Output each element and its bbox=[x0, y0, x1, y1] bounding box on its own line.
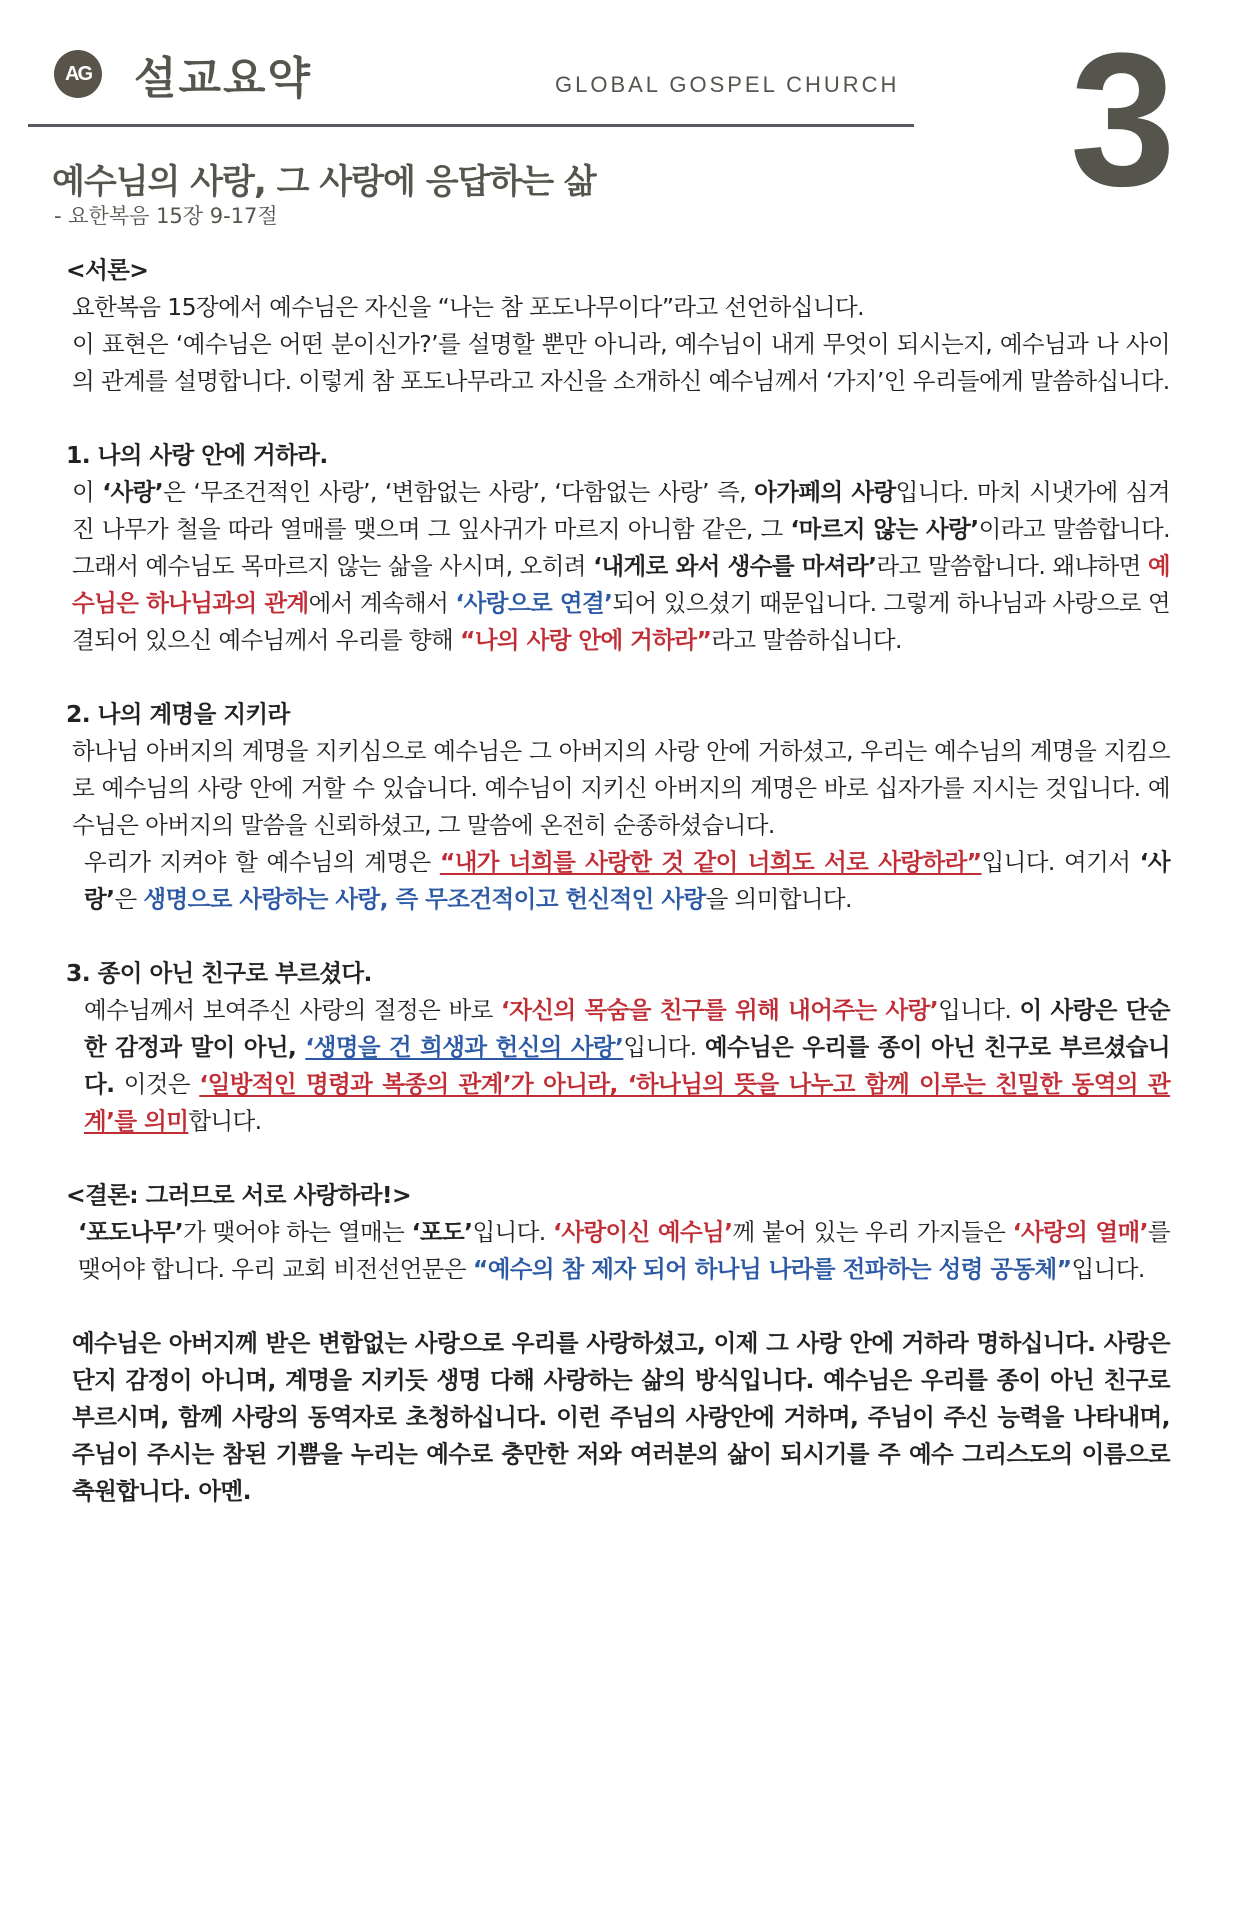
red-underlined-highlight: “내가 너희를 사랑한 것 같이 너희도 서로 사랑하라” bbox=[439, 848, 982, 876]
section-2-paragraph-1: 하나님 아버지의 계명을 지키심으로 예수님은 그 아버지의 사랑 안에 거하셨고, 우리는 예수님의 계명을 지킴으로 예수님의 사랑 안에 거할 수 있습니다. 예수님이 지키신 아버지의 계명은 바로 십자가를 지시는 것입니다. 예수님은 아버지의 말씀을 신뢰하셨고, 그 말씀에 온전히 순종하셨습니다. bbox=[72, 737, 1170, 839]
text: 은 ‘무조건적인 사랑’, ‘변함없는 사랑’, ‘다함없는 사랑’ 즉, bbox=[163, 478, 755, 506]
text: 입니다. bbox=[938, 996, 1020, 1024]
intro-heading: <서론> bbox=[66, 256, 149, 284]
church-logo-icon: AG bbox=[54, 50, 102, 98]
text: 예수님께서 보여주신 사랑의 절정은 바로 bbox=[84, 996, 501, 1024]
red-highlight: “나의 사랑 안에 거하라” bbox=[459, 626, 712, 654]
spacer bbox=[66, 400, 1170, 437]
blue-underlined-highlight: ‘생명을 건 희생과 헌신의 사랑’ bbox=[305, 1033, 624, 1061]
text: 라고 말씀합니다. 왜냐하면 bbox=[876, 552, 1148, 580]
text: 께 붙어 있는 우리 가지들은 bbox=[732, 1218, 1013, 1246]
emphasis: ‘사랑’ bbox=[84, 848, 1171, 913]
emphasis: 이 사랑은 단순한 감정과 말이 아닌, bbox=[84, 996, 1170, 1061]
blue-highlight: “예수의 참 제자 되어 하나님 나라를 전파하는 성령 공동체” bbox=[472, 1255, 1072, 1283]
intro-paragraph-1: 요한복음 15장에서 예수님은 자신을 “나는 참 포도나무이다”라고 선언하십니다. bbox=[72, 293, 864, 321]
header-divider bbox=[28, 124, 914, 127]
text: 입니다. bbox=[1071, 1255, 1145, 1283]
red-highlight: ‘사랑이신 예수님’ bbox=[553, 1218, 733, 1246]
text: 은 bbox=[114, 885, 144, 913]
blue-highlight: ‘사랑으로 연결’ bbox=[455, 589, 613, 617]
spacer bbox=[66, 1288, 1170, 1325]
intro-paragraph-2: 이 표현은 ‘예수님은 어떤 분이신가?’를 설명할 뿐만 아니라, 예수님이 내게 무엇이 되시는지, 예수님과 나 사이의 관계를 설명합니다. 이렇게 참 포도나무라고 자신을 소개하신 예수님께서 ‘가지’인 우리들에게 말씀하십니다. bbox=[72, 330, 1170, 395]
sermon-title: 예수님의 사랑, 그 사랑에 응답하는 삶 bbox=[52, 162, 596, 202]
text: 이라고 말씀합니다. 그래서 예수님도 목마르지 않는 삶을 사시며, 오히려 bbox=[72, 515, 1170, 580]
text: 입니다. bbox=[623, 1033, 705, 1061]
red-highlight: ‘자신의 목숨을 친구를 위해 내어주는 사랑’ bbox=[500, 996, 939, 1024]
church-name: GLOBAL GOSPEL CHURCH bbox=[555, 72, 900, 97]
conclusion-heading: <결론: 그러므로 서로 사랑하라!> bbox=[66, 1181, 412, 1209]
emphasis: 아가페의 사랑 bbox=[754, 478, 896, 506]
red-underlined-highlight: ‘일방적인 명령과 복종의 관계’가 아니라, ‘하나님의 뜻을 나누고 함께 이루는 친밀한 동역의 관계’를 의미 bbox=[84, 1070, 1170, 1135]
sermon-body bbox=[66, 252, 1170, 1510]
text: 를 맺어야 합니다. 우리 교회 비전선언문은 bbox=[78, 1218, 1171, 1283]
text: 입니다. bbox=[472, 1218, 554, 1246]
section-2-paragraph-2 bbox=[66, 844, 1170, 918]
section-1-heading: 1. 나의 사랑 안에 거하라. bbox=[66, 441, 328, 469]
emphasis: ‘마르지 않는 사랑’ bbox=[790, 515, 979, 543]
red-highlight: ‘사랑의 열매’ bbox=[1012, 1218, 1148, 1246]
text: 이 bbox=[72, 478, 103, 506]
section-1-paragraph bbox=[66, 474, 1170, 659]
text: 에서 계속해서 bbox=[308, 589, 456, 617]
spacer bbox=[66, 918, 1170, 955]
blue-highlight: 생명으로 사랑하는 사랑, 즉 무조건적이고 헌신적인 사랑 bbox=[143, 885, 706, 913]
emphasis: 예수님은 우리를 종이 아닌 친구로 부르셨습니다. bbox=[84, 1033, 1171, 1098]
spacer bbox=[66, 659, 1170, 696]
closing-prayer: 예수님은 아버지께 받은 변함없는 사랑으로 우리를 사랑하셨고, 이제 그 사랑 안에 거하라 명하십니다. 사랑은 단지 감정이 아니며, 계명을 지키듯 생명 다해 사랑하는 삶의 방식입니다. 예수님은 우리를 종이 아닌 친구로 부르시며, 함께 사랑의 동역자로 초청하십니다. 이런 주님의 사랑안에 거하며, 주님이 주신 능력을 나타내며, 주님이 주시는 참된 기쁨을 누리는 예수로 충만한 저와 여러분의 삶이 되시기를 주 예수 그리스도의 이름으로 축원합니다. 아멘. bbox=[72, 1329, 1170, 1505]
emphasis: ‘포도나무’ bbox=[78, 1218, 184, 1246]
section-2-heading: 2. 나의 계명을 지키라 bbox=[66, 700, 290, 728]
spacer bbox=[66, 1140, 1170, 1177]
text: 이것은 bbox=[114, 1070, 200, 1098]
section-3-heading: 3. 종이 아닌 친구로 부르셨다. bbox=[66, 959, 372, 987]
emphasis: ‘내게로 와서 생수를 마셔라’ bbox=[593, 552, 877, 580]
text: 가 맺어야 하는 열매는 bbox=[183, 1218, 412, 1246]
text: 우리가 지켜야 할 예수님의 계명은 bbox=[84, 848, 440, 876]
conclusion-paragraph-1 bbox=[66, 1214, 1170, 1288]
emphasis: ‘사랑’ bbox=[102, 478, 164, 506]
sermon-summary-label: 설교요약 bbox=[134, 53, 313, 104]
text: 라고 말씀하십니다. bbox=[711, 626, 902, 654]
text: 입니다. 여기서 bbox=[981, 848, 1140, 876]
text: 되어 있으셨기 때문입니다. 그렇게 하나님과 사랑으로 연결되어 있으신 예수님께서 우리를 향해 bbox=[72, 589, 1170, 654]
text: 합니다. bbox=[188, 1107, 262, 1135]
text: 을 의미합니다. bbox=[705, 885, 852, 913]
issue-number: 3 bbox=[1070, 14, 1176, 226]
red-highlight: 예수님은 하나님과의 관계 bbox=[72, 552, 1171, 617]
section-3-paragraph bbox=[66, 992, 1170, 1140]
text: 입니다. 마치 시냇가에 심겨진 나무가 철을 따라 열매를 맺으며 그 잎사귀가 마르지 아니함 같은, 그 bbox=[72, 478, 1170, 543]
emphasis: ‘포도’ bbox=[411, 1218, 473, 1246]
page-header bbox=[0, 0, 1251, 250]
scripture-reference: - 요한복음 15장 9-17절 bbox=[54, 204, 278, 228]
